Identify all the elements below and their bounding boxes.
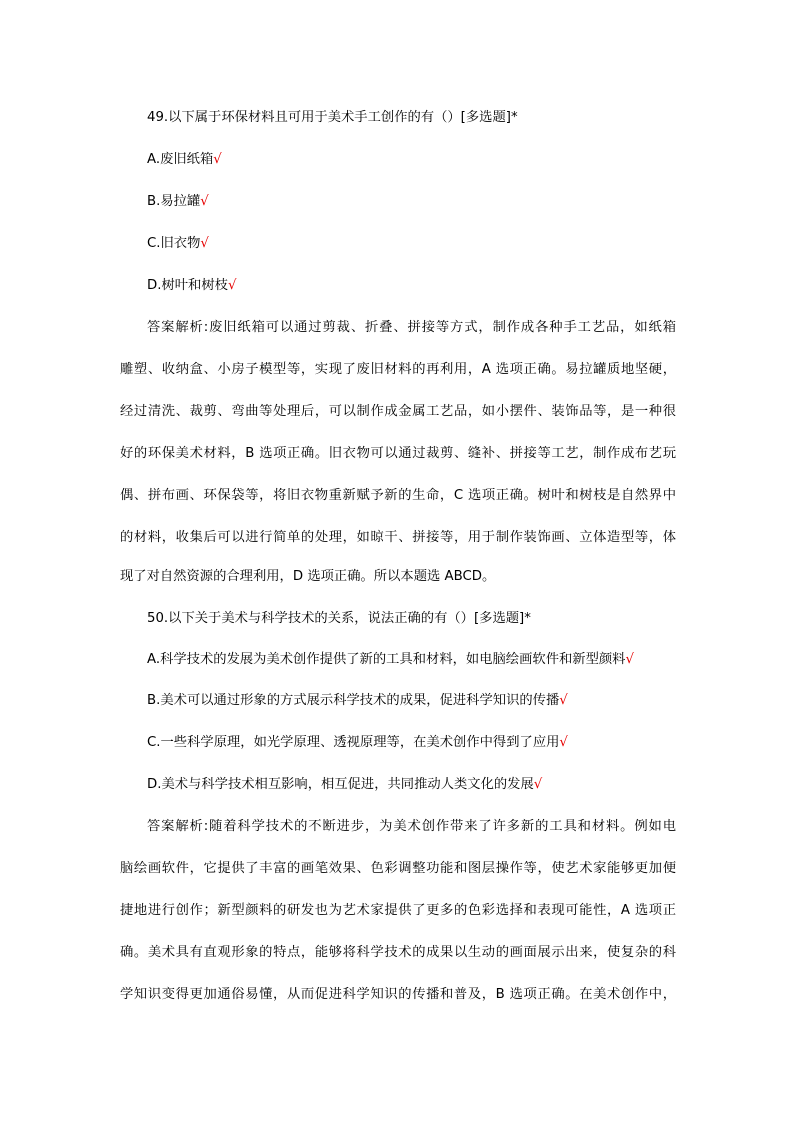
check-mark-icon: √ — [625, 652, 634, 667]
option-text: C.旧衣物 — [147, 236, 201, 251]
option-text: A.科学技术的发展为美术创作提供了新的工具和材料，如电脑绘画软件和新型颜料 — [147, 652, 626, 667]
question-50-analysis-line: 答案解析:随着科学技术的不断进步，为美术创作带来了许多新的工具和材料。例如电 — [147, 819, 676, 834]
question-49-analysis-line: 好的环保美术材料，B 选项正确。旧衣物可以通过裁剪、缝补、拼接等工艺，制作成布艺玩 — [120, 446, 676, 461]
question-49-analysis-line: 答案解析:废旧纸箱可以通过剪裁、折叠、拼接等方式，制作成各种手工艺品，如纸箱 — [147, 320, 676, 335]
option-text: B.美术可以通过形象的方式展示科学技术的成果，促进科学知识的传播 — [147, 693, 560, 708]
option-text: D.树叶和树枝 — [147, 278, 228, 293]
check-mark-icon: √ — [227, 278, 237, 293]
question-50-analysis-line: 脑绘画软件，它提供了丰富的画笔效果、色彩调整功能和图层操作等，使艺术家能够更加便 — [120, 861, 676, 876]
question-49-option-a — [147, 151, 222, 169]
check-mark-icon: √ — [559, 693, 568, 708]
option-text: B.易拉罐 — [147, 194, 201, 209]
question-50-option-a — [147, 651, 634, 669]
option-text: C.一些科学原理，如光学原理、透视原理等，在美术创作中得到了应用 — [147, 735, 560, 750]
question-49-analysis-line: 偶、拼布画、环保袋等，将旧衣物重新赋予新的生命，C 选项正确。树叶和树枝是自然界中 — [120, 488, 676, 503]
check-mark-icon: √ — [533, 777, 543, 792]
question-49-analysis-line: 的材料，收集后可以进行简单的处理，如晾干、拼接等，用于制作装饰画、立体造型等，体 — [120, 530, 676, 545]
question-49-option-b — [147, 193, 209, 211]
question-50-analysis-line: 学知识变得更加通俗易懂，从而促进科学知识的传播和普及，B 选项正确。在美术创作中， — [120, 987, 676, 1002]
question-50-option-d — [147, 776, 542, 794]
check-mark-icon: √ — [200, 236, 209, 251]
question-49-analysis-line: 现了对自然资源的合理利用，D 选项正确。所以本题选 ABCD。 — [120, 569, 496, 584]
check-mark-icon: √ — [559, 735, 568, 750]
option-text: D.美术与科学技术相互影响，相互促进，共同推动人类文化的发展 — [147, 777, 534, 792]
check-mark-icon: √ — [200, 194, 209, 209]
question-50-title: 50.以下关于美术与科学技术的关系，说法正确的有（）[多选题]* — [147, 611, 531, 626]
question-50-analysis-line: 确。美术具有直观形象的特点，能够将科学技术的成果以生动的画面展示出来，使复杂的科 — [120, 945, 676, 960]
question-49-analysis-line: 经过清洗、裁剪、弯曲等处理后，可以制作成金属工艺品，如小摆件、装饰品等，是一种很 — [120, 404, 676, 419]
question-49-option-d — [147, 277, 236, 295]
question-49-option-c — [147, 235, 209, 253]
question-50-option-b — [147, 692, 568, 710]
option-text: A.废旧纸箱 — [147, 152, 214, 167]
check-mark-icon: √ — [213, 152, 222, 167]
question-50-analysis-line: 捷地进行创作；新型颜料的研发也为艺术家提供了更多的色彩选择和表现可能性，A 选项正 — [120, 903, 676, 918]
question-50-option-c — [147, 734, 568, 752]
question-49-title: 49.以下属于环保材料且可用于美术手工创作的有（）[多选题]* — [147, 110, 518, 125]
question-49-analysis-line: 雕塑、收纳盒、小房子模型等，实现了废旧材料的再利用，A 选项正确。易拉罐质地坚硬， — [120, 362, 676, 377]
